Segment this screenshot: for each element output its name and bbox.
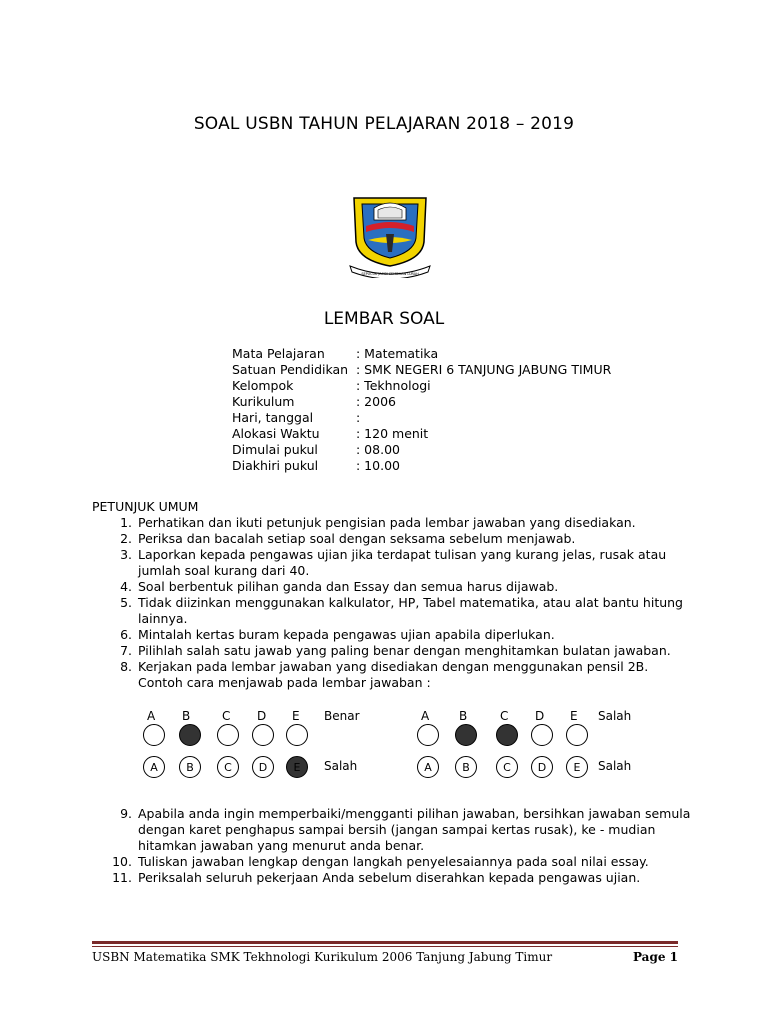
info-value: : 2006: [356, 394, 396, 409]
info-row: [232, 458, 611, 474]
list-number: 3.: [120, 547, 132, 562]
info-label: Dimulai pukul: [232, 442, 318, 457]
answer-bubble-partial: E: [286, 756, 308, 778]
answer-bubble: [143, 724, 165, 746]
answer-bubble-filled: [179, 724, 201, 746]
list-number: 8.: [120, 659, 132, 674]
answer-bubble-filled: [455, 724, 477, 746]
info-label: Kurikulum: [232, 394, 295, 409]
list-text: Kerjakan pada lembar jawaban yang disediakan dengan menggunakan pensil 2B. Contoh cara menjawab pada lembar jawaban :: [138, 659, 649, 690]
document-subtitle: LEMBAR SOAL: [323, 309, 445, 329]
answer-bubble-checked: A: [417, 756, 439, 778]
answer-bubble: C: [217, 756, 239, 778]
info-value: : 10.00: [356, 458, 400, 473]
info-row: [232, 362, 611, 378]
info-row: [232, 378, 611, 394]
page-number: Page 1: [632, 950, 678, 964]
list-item: [92, 643, 692, 659]
letter-label: C: [500, 709, 509, 723]
instruction-list-continued: [92, 806, 692, 886]
list-number: 5.: [120, 595, 132, 610]
answer-bubble: [286, 724, 308, 746]
province-emblem-icon: [344, 190, 436, 278]
list-number: 7.: [120, 643, 132, 658]
answer-bubble: [217, 724, 239, 746]
list-item: [92, 547, 692, 579]
info-row: [232, 442, 611, 458]
info-label: Hari, tanggal: [232, 410, 314, 425]
info-label: Alokasi Waktu: [232, 426, 320, 441]
info-value: : Matematika: [356, 346, 439, 361]
answer-bubble: [531, 724, 553, 746]
info-label: Mata Pelajaran: [232, 346, 325, 361]
answer-bubble: C: [496, 756, 518, 778]
list-text: Periksalah seluruh pekerjaan Anda sebelum diserahkan kepada pengawas ujian.: [138, 870, 641, 885]
answer-bubble: D: [531, 756, 553, 778]
letter-label: C: [222, 709, 231, 723]
info-row: [232, 394, 611, 410]
answer-bubble: B: [179, 756, 201, 778]
letter-label: B: [182, 709, 191, 723]
list-text: Perhatikan dan ikuti petunjuk pengisian pada lembar jawaban yang disediakan.: [138, 515, 636, 530]
answer-bubble: [252, 724, 274, 746]
list-number: 10.: [112, 854, 132, 869]
list-item: [92, 595, 692, 627]
info-value: : 08.00: [356, 442, 400, 457]
list-text: Soal berbentuk pilihan ganda dan Essay dan semua harus dijawab.: [138, 579, 559, 594]
list-number: 9.: [120, 806, 132, 821]
answer-bubble: B: [455, 756, 477, 778]
list-number: 6.: [120, 627, 132, 642]
list-item: [92, 627, 692, 643]
answer-bubble-filled: [496, 724, 518, 746]
list-text: Periksa dan bacalah setiap soal dengan seksama sebelum menjawab.: [138, 531, 576, 546]
letter-label: E: [292, 709, 300, 723]
letter-label: A: [147, 709, 156, 723]
letter-label: D: [535, 709, 545, 723]
list-text: Tidak diizinkan menggunakan kalkulator, HP, Tabel matematika, atau alat bantu hitung lainnya.: [138, 595, 683, 626]
petunjuk-heading: PETUNJUK UMUM: [92, 499, 199, 514]
letter-label: A: [421, 709, 430, 723]
list-item: [92, 579, 692, 595]
instruction-list: [92, 515, 692, 691]
footer-rule: [92, 941, 678, 944]
answer-bubble: [566, 724, 588, 746]
info-label: Diakhiri pukul: [232, 458, 319, 473]
answer-bubble: D: [252, 756, 274, 778]
answer-bubble: E: [566, 756, 588, 778]
wrong-label: Salah: [598, 759, 632, 773]
info-value: : 120 menit: [356, 426, 429, 441]
list-item: [92, 659, 692, 691]
list-item: [92, 854, 692, 870]
list-number: 1.: [120, 515, 132, 530]
info-label: Kelompok: [232, 378, 294, 393]
info-row: [232, 410, 611, 426]
list-text: Apabila anda ingin memperbaiki/mengganti pilihan jawaban, bersihkan jawaban semula dengan karet penghapus sampai bersih (jangan sampai kertas rusak), ke - mudian hitamkan jawaban yang menurut anda benar.: [138, 806, 691, 853]
list-text: Mintalah kertas buram kepada pengawas ujian apabila diperlukan.: [138, 627, 555, 642]
info-value: : Tekhnologi: [356, 378, 431, 393]
list-number: 11.: [112, 870, 132, 885]
emblem-motto: SEPUCUK JAMBI SEMBILAN LURAH: [361, 272, 419, 276]
wrong-label: Salah: [598, 709, 632, 723]
list-text: Pilihlah salah satu jawab yang paling benar dengan menghitamkan bulatan jawaban.: [138, 643, 671, 658]
info-table: [232, 346, 611, 474]
letter-label: E: [570, 709, 578, 723]
answer-bubble: [417, 724, 439, 746]
letter-label: D: [257, 709, 267, 723]
list-item: [92, 870, 692, 886]
info-label: Satuan Pendidikan: [232, 362, 349, 377]
footer-rule-thin: [92, 946, 678, 947]
list-item: [92, 515, 692, 531]
answer-bubble: A: [143, 756, 165, 778]
list-text: Laporkan kepada pengawas ujian jika terdapat tulisan yang kurang jelas, rusak atau jumlah soal kurang dari 40.: [138, 547, 667, 578]
info-row: [232, 426, 611, 442]
info-value: :: [356, 410, 361, 425]
info-row: [232, 346, 611, 362]
wrong-label: Salah: [324, 759, 358, 773]
list-number: 2.: [120, 531, 132, 546]
list-item: [92, 531, 692, 547]
list-number: 4.: [120, 579, 132, 594]
list-item: [92, 806, 692, 854]
info-value: : SMK NEGERI 6 TANJUNG JABUNG TIMUR: [356, 362, 612, 377]
footer-text: USBN Matematika SMK Tekhnologi Kurikulum 2006 Tanjung Jabung Timur: [92, 950, 553, 964]
list-text: Tuliskan jawaban lengkap dengan langkah penyelesaiannya pada soal nilai essay.: [138, 854, 649, 869]
correct-label: Benar: [324, 709, 360, 723]
letter-label: B: [459, 709, 468, 723]
document-title: SOAL USBN TAHUN PELAJARAN 2018 – 2019: [193, 114, 575, 134]
